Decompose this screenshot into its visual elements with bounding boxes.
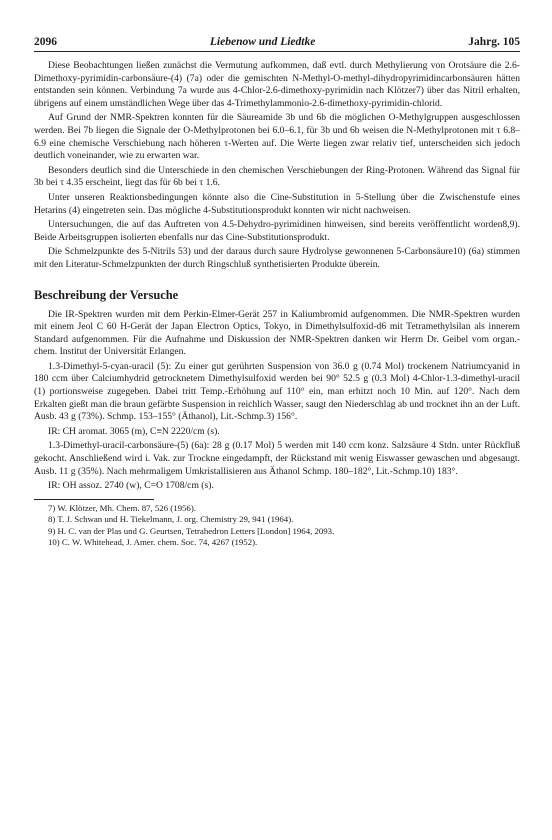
footnote-divider (34, 499, 154, 500)
running-header (34, 36, 520, 52)
footnote-9: 9) H. C. van der Plas und G. Geurtsen, Tetrahedron Letters [London] 1964, 2093. (48, 525, 335, 536)
page-number: 2096 (34, 36, 57, 48)
paragraph-3: Besonders deutlich sind die Unterschiede in den chemischen Verschiebungen der Ring-Protonen. Während das Signal für 3b bei τ 4.35 erscheint, liegt das für 6b bei τ 1.6. (34, 164, 520, 189)
paragraph-4: Unter unseren Reaktionsbedingungen könnte also die Cine-Substitution in 5-Stellung über die Zwischenstufe eines Hetarins (4) eingetreten sein. Das mögliche 4-Substitutionsprodukt konnten wir nicht nachweisen. (34, 191, 520, 216)
paragraph-6: Die Schmelzpunkte des 5-Nitrils 53) und der daraus durch saure Hydrolyse gewonnenen 5-Carbonsäure10) (6a) stimmen mit den Literatur-Schmelzpunkten der durch Ringschluß synthetisierten Produkte überein. (34, 246, 520, 270)
running-title: Liebenow und Liedtke (209, 36, 316, 48)
footnote-7: 7) W. Klötzer, Mh. Chem. 87, 526 (1956). (48, 502, 196, 513)
experimental-compound-6a: 1.3-Dimethyl-uracil-carbonsäure-(5) (6a): 28 g (0.17 Mol) 5 werden mit 140 ccm konz. Salzsäure 4 Stdn. unter Rückfluß gekocht. Anschließend wird i. Vak. zur Trockne eingedampft, der Rückstand mit wenig Eiswasser gewaschen und abgesaugt. Ausb. 11 g (35%). Nach mehrmaligem Umkristallisieren aus Äthanol Schmp. 180–182°, Lit.-Schmp.10) 183°. (34, 440, 520, 477)
experimental-ir-5: IR: CH aromat. 3065 (m), C≡N 2220/cm (s). (48, 425, 220, 437)
paragraph-1: Diese Beobachtungen ließen zunächst die Vermutung aufkommen, daß evtl. durch Methylierung von Orotsäure die 2.6-Dimethoxy-pyrimidin-carbonsäure-(4) (7a) oder die gemischten N-Methyl-O-methyl-dihydropyrimidincarbonsäuren hätten entstanden sein können. Verbindung 7a wurde aus 4-Chlor-2.6-dimethoxy-pyrimidin nach Klötzer7) über das Nitril erhalten, übrigens auf einem umständlichen Wege über das 4-Trimethylammonio-2.6-dimethoxy-pyrimidin-chlorid. (34, 60, 520, 109)
experimental-compound-5: 1.3-Dimethyl-5-cyan-uracil (5): Zu einer gut gerührten Suspension von 36.0 g (0.74 Mol) trockenem Natriumcyanid in 180 ccm über Calciumhydrid getrocknetem Dimethylsulfoxid werden bei 90° 52.5 g (0.3 Mol) 4-Chlor-1.3-dimethyl-uracil (1) portionsweise zugegeben. Dabei tritt Temp.-Erhöhung auf 110° ein, man erhitzt noch 10 Min. auf 120°. Nach dem Erkalten gießt man die braun gefärbte Suspension in reichlich Wasser, saugt den Niederschlag ab und trocknet ihn an der Luft. Ausb. 43 g (73%). Schmp. 153–155° (Äthanol), Lit.-Schmp.3) 156°. (34, 360, 520, 423)
experimental-intro: Die IR-Spektren wurden mit dem Perkin-Elmer-Gerät 257 in Kaliumbromid aufgenommen. Die NMR-Spektren wurden mit einem Jeol C 60 H-Gerät der Japan Electron Optics, Tokyo, in Dimethylsulfoxid-d6 mit Tetramethylsilan als innerem Standard aufgenommen. Für die Aufnahme und Diskussion der NMR-Spektren danken wir Herrn Dr. Geibel vom organ.-chem. Institut der Universität Erlangen. (34, 308, 520, 358)
footnote-8: 8) T. J. Schwan und H. Tiekelmann, J. org. Chemistry 29, 941 (1964). (48, 514, 294, 525)
paragraph-2: Auf Grund der NMR-Spektren konnten für die Säureamide 3b und 6b die möglichen O-Methylgruppen ausgeschlossen werden. Bei 7b liegen die Signale der O-Methylprotonen bei 6.0–6.1, für 3b und 6b weisen die N-Methylprotonen mit τ 6.8–6.9 eine chemische Verschiebung nach höheren τ-Werten auf. Die Werte liegen zwar relativ tief, unterscheiden sich jedoch deutlich voneinander, wie zu erwarten war. (34, 112, 520, 162)
page (34, 36, 520, 548)
section-heading: Beschreibung der Versuche (34, 287, 179, 302)
volume-label: Jahrg. 105 (468, 36, 520, 48)
paragraph-5: Untersuchungen, die auf das Auftreten von 4.5-Dehydro-pyrimidinen hinweisen, sind bereits veröffentlicht worden8,9). Beide Arbeitsgruppen isolierten ebenfalls nur das Cine-Substitutionsprodukt. (34, 219, 520, 243)
experimental-ir-6a: IR: OH assoz. 2740 (w), C=O 1708/cm (s). (48, 480, 214, 492)
footnote-10: 10) C. W. Whitehead, J. Amer. chem. Soc. 74, 4267 (1952). (48, 537, 258, 548)
